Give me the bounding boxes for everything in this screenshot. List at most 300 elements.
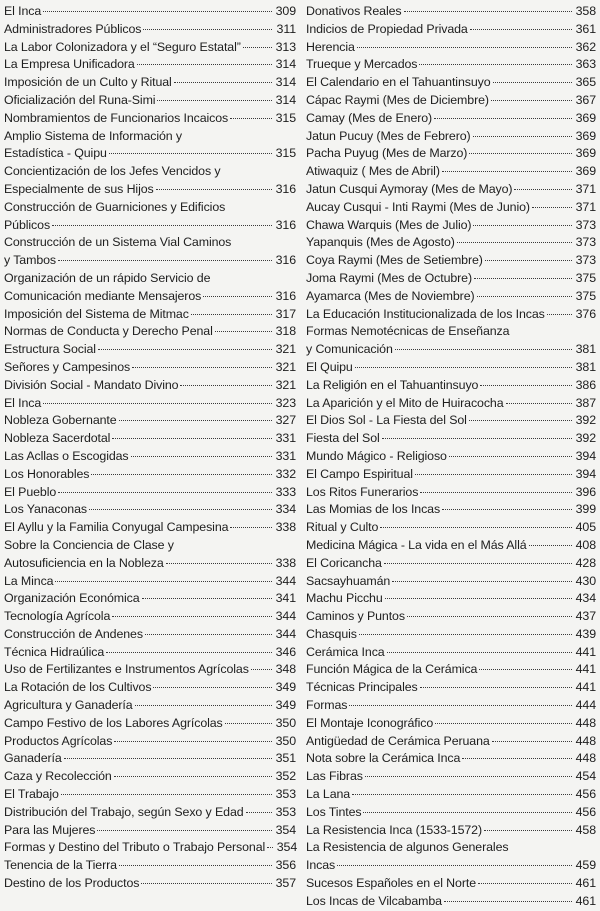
toc-entry-page-number: 367 [575, 92, 596, 107]
toc-entry-page-number: 437 [575, 609, 596, 624]
toc-entry-page-number: 344 [275, 573, 296, 588]
toc-entry [4, 270, 296, 288]
dot-leader [119, 865, 272, 866]
toc-entry-title: Jatun Cusqui Aymoray (Mes de Mayo) [306, 181, 513, 196]
dot-leader [479, 669, 572, 670]
dot-leader [442, 509, 572, 510]
toc-entry-page-number: 318 [275, 324, 296, 339]
toc-entry [306, 39, 596, 57]
toc-entry [306, 875, 596, 893]
toc-entry [306, 92, 596, 110]
toc-entry [306, 110, 596, 128]
toc-entry [4, 501, 296, 519]
toc-entry-title: Campo Festivo de los Labores Agrícolas [4, 715, 223, 730]
toc-entry-title: Coya Raymi (Mes de Setiembre) [306, 253, 483, 268]
toc-entry-page-number: 321 [275, 342, 296, 357]
dot-leader [137, 64, 272, 65]
toc-entry-page-number: 314 [275, 57, 296, 72]
toc-entry [4, 715, 296, 733]
toc-entry [306, 21, 596, 39]
toc-entry [306, 555, 596, 573]
toc-entry [306, 537, 596, 555]
toc-entry-title: y Tambos [4, 253, 56, 268]
toc-entry-title: El Montaje Iconográfico [306, 715, 434, 730]
toc-entry-title: Ganadería [4, 751, 62, 766]
toc-entry-title: Camay (Mes de Enero) [306, 110, 433, 125]
toc-entry-title: Concientización de los Jefes Vencidos y [4, 164, 221, 179]
dot-leader [43, 403, 272, 404]
toc-entry [306, 270, 596, 288]
dot-leader [132, 367, 272, 368]
toc-entry [4, 92, 296, 110]
toc-entry-page-number: 327 [275, 413, 296, 428]
toc-entry-page-number: 396 [575, 484, 596, 499]
toc-entry [4, 733, 296, 751]
toc-entry-page-number: 358 [575, 4, 596, 18]
dot-leader [142, 598, 272, 599]
toc-entry-page-number: 315 [275, 146, 296, 161]
toc-entry-page-number: 430 [575, 573, 596, 588]
toc-entry [4, 644, 296, 662]
toc-entry-title: Sacsayhuamán [306, 573, 391, 588]
toc-column-right [306, 3, 596, 911]
dot-leader [91, 474, 272, 475]
toc-entry-page-number: 386 [575, 377, 596, 392]
toc-entry [4, 839, 296, 857]
dot-leader [407, 616, 572, 617]
toc-entry [306, 768, 596, 786]
toc-entry-title: Estructura Social [4, 342, 96, 357]
dot-leader [485, 260, 572, 261]
toc-entry-page-number: 371 [575, 181, 596, 196]
toc-entry-title: Los Tintes [306, 804, 362, 819]
toc-entry-title: Organización de un rápido Servicio de [4, 270, 211, 285]
toc-entry [4, 466, 296, 484]
dot-leader [469, 153, 572, 154]
dot-leader [156, 189, 272, 190]
dot-leader [243, 47, 272, 48]
toc-entry-page-number: 363 [575, 57, 596, 72]
toc-entry-title: Función Mágica de la Cerámica [306, 662, 478, 677]
toc-entry-title: Caza y Recolección [4, 769, 112, 784]
toc-entry [306, 74, 596, 92]
dot-leader [43, 11, 272, 12]
toc-entry [4, 875, 296, 893]
toc-entry [4, 3, 296, 21]
toc-entry-title: Tecnología Agrícola [4, 609, 111, 624]
dot-leader [474, 278, 572, 279]
toc-entry [4, 555, 296, 573]
dot-leader [478, 883, 572, 884]
dot-leader [359, 634, 572, 635]
toc-entry-title: Imposición de un Culto y Ritual [4, 75, 172, 90]
toc-entry [306, 857, 596, 875]
toc-entry-title: La Empresa Unificadora [4, 57, 135, 72]
dot-leader [355, 367, 572, 368]
toc-entry-page-number: 314 [275, 75, 296, 90]
toc-entry-title: Mundo Mágico - Religioso [306, 448, 447, 463]
toc-entry-page-number: 344 [275, 626, 296, 641]
dot-leader [166, 563, 272, 564]
toc-entry [306, 341, 596, 359]
toc-entry [306, 573, 596, 591]
toc-entry [306, 306, 596, 324]
toc-entry-page-number: 373 [575, 235, 596, 250]
toc-entry-page-number: 323 [275, 395, 296, 410]
toc-entry-title: Uso de Fertilizantes e Instrumentos Agrícolas [4, 662, 249, 677]
toc-entry [4, 430, 296, 448]
toc-entry-title: Ayamarca (Mes de Noviembre) [306, 288, 475, 303]
toc-entry-title: Yapanquis (Mes de Agosto) [306, 235, 455, 250]
dot-leader [493, 82, 572, 83]
dot-leader [547, 314, 572, 315]
toc-entry-page-number: 373 [575, 253, 596, 268]
toc-entry-page-number: 314 [275, 92, 296, 107]
toc-entry-title: Jatun Pucuy (Mes de Febrero) [306, 128, 471, 143]
toc-entry [306, 484, 596, 502]
toc-entry-title: La Labor Colonizadora y el “Seguro Estatal” [4, 39, 241, 54]
toc-entry [4, 110, 296, 128]
toc-entry-title: La Lana [306, 787, 351, 802]
toc-entry [306, 288, 596, 306]
toc-entry-page-number: 351 [275, 751, 296, 766]
toc-entry [306, 448, 596, 466]
dot-leader [143, 29, 272, 30]
toc-entry-title: Oficialización del Runa-Simi [4, 92, 156, 107]
toc-entry-title: La Religión en el Tahuantinsuyo [306, 377, 479, 392]
dot-leader [251, 669, 272, 670]
toc-entry-title: Para las Mujeres [4, 822, 96, 837]
dot-leader [462, 758, 572, 759]
toc-entry-title: Cápac Raymi (Mes de Diciembre) [306, 92, 489, 107]
dot-leader [131, 456, 272, 457]
toc-entry-page-number: 333 [275, 484, 296, 499]
dot-leader [529, 545, 572, 546]
toc-entry-page-number: 350 [275, 733, 296, 748]
toc-entry [306, 893, 596, 911]
dot-leader [174, 82, 272, 83]
toc-entry-page-number: 316 [275, 253, 296, 268]
dot-leader [357, 47, 572, 48]
dot-leader [112, 616, 272, 617]
dot-leader [58, 492, 272, 493]
dot-leader [97, 830, 272, 831]
toc-entry-title: El Trabajo [4, 787, 59, 802]
dot-leader [514, 189, 572, 190]
toc-entry-title: Productos Agrícolas [4, 733, 113, 748]
toc-entry [306, 56, 596, 74]
toc-entry-title: Formas y Destino del Tributo o Trabajo Personal [4, 840, 266, 855]
toc-entry [4, 661, 296, 679]
toc-entry-title: Comunicación mediante Mensajeros [4, 288, 202, 303]
toc-entry-page-number: 394 [575, 466, 596, 481]
toc-entry [4, 163, 296, 181]
dot-leader [419, 64, 572, 65]
dot-leader [135, 705, 272, 706]
toc-entry-page-number: 387 [575, 395, 596, 410]
toc-entry-page-number: 338 [275, 520, 296, 535]
toc-entry [4, 804, 296, 822]
dot-leader [420, 492, 572, 493]
toc-entry-title: Fiesta del Sol [306, 431, 380, 446]
toc-entry [306, 252, 596, 270]
toc-entry-page-number: 448 [575, 751, 596, 766]
dot-leader [52, 225, 272, 226]
toc-entry-title: Pacha Puyug (Mes de Marzo) [306, 146, 468, 161]
toc-entry [306, 234, 596, 252]
toc-entry-title: Las Acllas o Escogidas [4, 448, 129, 463]
dot-leader [109, 153, 272, 154]
toc-entry-title: Chawa Warquis (Mes de Julio) [306, 217, 472, 232]
toc-entry [306, 145, 596, 163]
toc-entry [4, 341, 296, 359]
dot-leader [385, 598, 572, 599]
toc-entry-page-number: 315 [275, 110, 296, 125]
toc-entry-page-number: 369 [575, 128, 596, 143]
toc-entry-page-number: 456 [575, 787, 596, 802]
toc-entry-title: Nobleza Sacerdotal [4, 431, 111, 446]
toc-entry [4, 199, 296, 217]
toc-entry-title: El Dios Sol - La Fiesta del Sol [306, 413, 467, 428]
toc-entry [4, 857, 296, 875]
toc-entry-title: La Resistencia Inca (1533-1572) [306, 822, 482, 837]
dot-leader [392, 581, 572, 582]
toc-entry-title: Los Honorables [4, 466, 90, 481]
dot-leader [470, 29, 572, 30]
toc-entry-title: Agricultura y Ganadería [4, 698, 133, 713]
dot-leader [480, 385, 572, 386]
toc-entry [4, 145, 296, 163]
toc-entry-title: La Resistencia de algunos Generales [306, 840, 509, 855]
dot-leader [267, 847, 273, 848]
toc-entry-page-number: 316 [275, 217, 296, 232]
toc-entry-title: Normas de Conducta y Derecho Penal [4, 324, 213, 339]
toc-entry-title: Señores y Campesinos [4, 359, 131, 374]
toc-entry-page-number: 381 [575, 342, 596, 357]
toc-entry-page-number: 448 [575, 733, 596, 748]
toc-entry-title: Destino de los Productos [4, 876, 140, 891]
toc-entry-page-number: 321 [275, 359, 296, 374]
toc-entry [4, 21, 296, 39]
toc-entry [4, 626, 296, 644]
toc-entry-page-number: 376 [575, 306, 596, 321]
toc-entry-title: El Inca [4, 4, 42, 18]
dot-leader [384, 563, 572, 564]
toc-entry-page-number: 375 [575, 270, 596, 285]
dot-leader [395, 349, 572, 350]
toc-entry-title: Aucay Cusqui - Inti Raymi (Mes de Junio) [306, 199, 530, 214]
toc-column-left [4, 3, 296, 893]
toc-entry-page-number: 373 [575, 217, 596, 232]
dot-leader [506, 403, 572, 404]
toc-entry-title: Las Momias de los Incas [306, 502, 441, 517]
toc-entry-title: Donativos Reales [306, 4, 402, 18]
toc-entry-title: Administradores Públicos [4, 21, 142, 36]
toc-entry-title: Formas Nemotécnicas de Enseñanza [306, 324, 510, 339]
dot-leader [153, 687, 272, 688]
toc-entry [4, 484, 296, 502]
dot-leader [89, 509, 272, 510]
toc-entry-title: Amplio Sistema de Información y [4, 128, 183, 143]
toc-entry-page-number: 456 [575, 804, 596, 819]
toc-entry-page-number: 439 [575, 626, 596, 641]
dot-leader [444, 901, 572, 902]
dot-leader [404, 11, 572, 12]
toc-entry-title: Herencia [306, 39, 355, 54]
toc-entry [4, 252, 296, 270]
dot-leader [145, 634, 272, 635]
toc-entry-page-number: 394 [575, 448, 596, 463]
toc-entry-page-number: 338 [275, 555, 296, 570]
toc-entry [306, 839, 596, 857]
toc-entry-page-number: 332 [275, 466, 296, 481]
toc-entry-page-number: 428 [575, 555, 596, 570]
toc-entry [306, 163, 596, 181]
toc-entry-page-number: 392 [575, 431, 596, 446]
toc-entry-title: Nota sobre la Cerámica Inca [306, 751, 461, 766]
toc-entry-page-number: 321 [275, 377, 296, 392]
dot-leader [420, 687, 572, 688]
toc-entry-title: Medicina Mágica - La vida en el Más Allá [306, 537, 527, 552]
toc-entry-title: y Comunicación [306, 342, 393, 357]
toc-entry [4, 697, 296, 715]
dot-leader [442, 171, 572, 172]
toc-entry-title: Sucesos Españoles en el Norte [306, 876, 476, 891]
toc-entry-page-number: 369 [575, 146, 596, 161]
dot-leader [434, 118, 572, 119]
toc-entry-title: Construcción de Guarniciones y Edificios [4, 199, 226, 214]
toc-entry-page-number: 365 [575, 75, 596, 90]
toc-entry-page-number: 441 [575, 680, 596, 695]
dot-leader [106, 652, 272, 653]
dot-leader [380, 527, 572, 528]
toc-entry-title: El Pueblo [4, 484, 57, 499]
toc-entry-title: Estadística - Quipu [4, 146, 107, 161]
toc-entry-page-number: 353 [275, 804, 296, 819]
toc-entry-title: Imposición del Sistema de Mitmac [4, 306, 189, 321]
dot-leader [114, 776, 272, 777]
dot-leader [352, 794, 572, 795]
dot-leader [230, 118, 272, 119]
dot-leader [449, 456, 572, 457]
toc-entry [4, 750, 296, 768]
toc-entry-page-number: 316 [275, 288, 296, 303]
toc-entry [4, 217, 296, 235]
toc-entry-title: Chasquis [306, 626, 357, 641]
toc-entry-page-number: 313 [275, 39, 296, 54]
dot-leader [114, 741, 272, 742]
toc-entry [306, 608, 596, 626]
toc-entry-page-number: 353 [275, 787, 296, 802]
toc-entry [306, 804, 596, 822]
toc-entry-title: Machu Picchu [306, 591, 383, 606]
dot-leader [349, 705, 572, 706]
dot-leader [119, 420, 272, 421]
toc-entry-title: División Social - Mandato Divino [4, 377, 179, 392]
toc-entry [306, 679, 596, 697]
dot-leader [191, 314, 272, 315]
toc-entry-page-number: 309 [275, 4, 296, 18]
toc-entry [306, 323, 596, 341]
toc-entry-title: El Campo Espiritual [306, 466, 413, 481]
toc-entry-page-number: 357 [275, 876, 296, 891]
toc-entry [306, 377, 596, 395]
toc-entry [306, 697, 596, 715]
dot-leader [246, 812, 272, 813]
toc-entry-title: Técnicas Principales [306, 680, 418, 695]
dot-leader [98, 349, 272, 350]
toc-entry-title: Públicos [4, 217, 51, 232]
toc-entry-page-number: 375 [575, 288, 596, 303]
toc-entry [4, 74, 296, 92]
toc-entry-page-number: 369 [575, 164, 596, 179]
toc-entry-title: Especialmente de sus Hijos [4, 181, 154, 196]
toc-entry-title: Joma Raymi (Mes de Octubre) [306, 270, 472, 285]
toc-entry [4, 679, 296, 697]
toc-entry-page-number: 349 [275, 680, 296, 695]
toc-entry [306, 466, 596, 484]
toc-entry [306, 217, 596, 235]
toc-entry-page-number: 392 [575, 413, 596, 428]
toc-entry-title: Distribución del Trabajo, según Sexo y Edad [4, 804, 244, 819]
toc-entry [4, 519, 296, 537]
toc-entry-title: Los Yanaconas [4, 502, 87, 517]
toc-entry [4, 395, 296, 413]
toc-entry-title: El Inca [4, 395, 42, 410]
toc-entry [4, 377, 296, 395]
dot-leader [203, 296, 272, 297]
dot-leader [61, 794, 272, 795]
toc-entry-title: El Coricancha [306, 555, 382, 570]
toc-entry-page-number: 334 [275, 502, 296, 517]
toc-entry [4, 234, 296, 252]
toc-entry [306, 395, 596, 413]
dot-leader [532, 207, 572, 208]
toc-entry [4, 306, 296, 324]
toc-entry-title: Los Ritos Funerarios [306, 484, 419, 499]
toc-entry [306, 590, 596, 608]
toc-entry-title: Los Incas de Vilcabamba [306, 893, 442, 908]
toc-entry-title: Indicios de Propiedad Privada [306, 21, 468, 36]
toc-entry [306, 412, 596, 430]
toc-entry-title: Trueque y Mercados [306, 57, 418, 72]
dot-leader [435, 723, 572, 724]
dot-leader [387, 652, 572, 653]
dot-leader [230, 527, 272, 528]
toc-entry [306, 430, 596, 448]
toc-entry [4, 786, 296, 804]
toc-entry [306, 501, 596, 519]
dot-leader [112, 438, 272, 439]
toc-entry-title: Antigüedad de Cerámica Peruana [306, 733, 490, 748]
toc-entry-title: Incas [306, 858, 336, 873]
dot-leader [337, 865, 572, 866]
dot-leader [58, 260, 272, 261]
dot-leader [492, 741, 572, 742]
toc-entry-title: Sobre la Conciencia de Clase y [4, 537, 174, 552]
dot-leader [363, 812, 572, 813]
toc-entry [306, 626, 596, 644]
dot-leader [64, 758, 272, 759]
toc-entry-page-number: 361 [575, 21, 596, 36]
toc-entry [306, 715, 596, 733]
toc-entry-title: Nombramientos de Funcionarios Incaicos [4, 110, 229, 125]
toc-entry-page-number: 461 [575, 893, 596, 908]
toc-entry-title: Cerámica Inca [306, 644, 385, 659]
toc-entry-page-number: 346 [275, 644, 296, 659]
toc-entry [4, 288, 296, 306]
toc-entry [4, 768, 296, 786]
